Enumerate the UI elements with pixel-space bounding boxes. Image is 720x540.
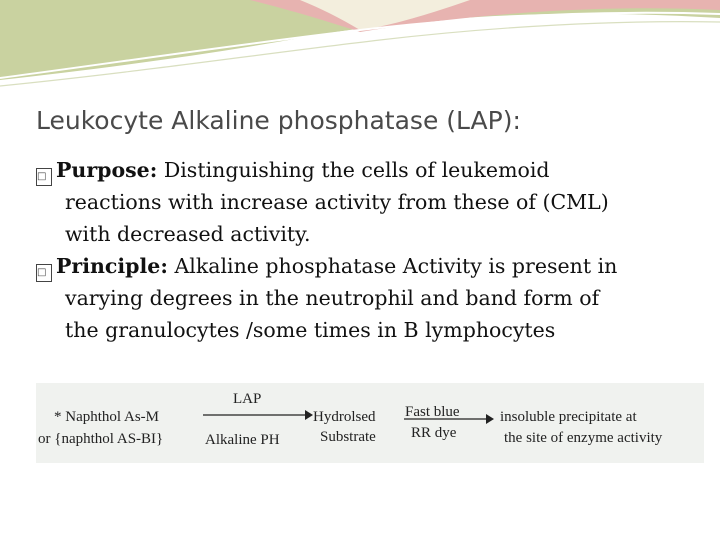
bullet-line [36,154,672,186]
bullet-list [36,154,672,346]
decorative-banner [0,0,720,90]
bullet-line [36,250,672,282]
dye-label: Fast blue [405,404,460,420]
enzyme-label: LAP [233,391,262,407]
product-label: Hydrolsed [313,409,376,425]
product-label-2: Substrate [320,429,376,445]
reaction-scheme [36,383,704,463]
bullet-text: Distinguishing the cells of leukemoid [163,158,550,182]
bullet-marker-icon: □ [36,264,52,282]
substrate-label: * Naphthol As-M [54,409,159,425]
bullet-principle [36,250,672,346]
bullet-purpose [36,154,672,250]
bullet-line: with decreased activity. [65,222,311,246]
dye-label-2: RR dye [411,425,457,441]
bullet-line: varying degrees in the neutrophil and band form of [65,286,600,310]
bullet-text: Alkaline phosphatase Activity is present in [174,254,618,278]
bullet-term: Purpose: [56,158,158,182]
bullet-term: Principle: [56,254,168,278]
bullet-line: the granulocytes /some times in B lymphocytes [65,318,556,342]
reaction-arrow-1-icon [203,409,313,421]
bullet-line: reactions with increase activity from these of (CML) [65,190,609,214]
result-label-2: the site of enzyme activity [504,430,663,446]
slide-title: Leukocyte Alkaline phosphatase (LAP): [36,106,521,135]
substrate-alt-label: or {naphthol AS-BI} [38,431,164,447]
bullet-marker-icon: □ [36,168,52,186]
result-label: insoluble precipitate at [500,409,637,425]
condition-label: Alkaline PH [205,432,280,448]
